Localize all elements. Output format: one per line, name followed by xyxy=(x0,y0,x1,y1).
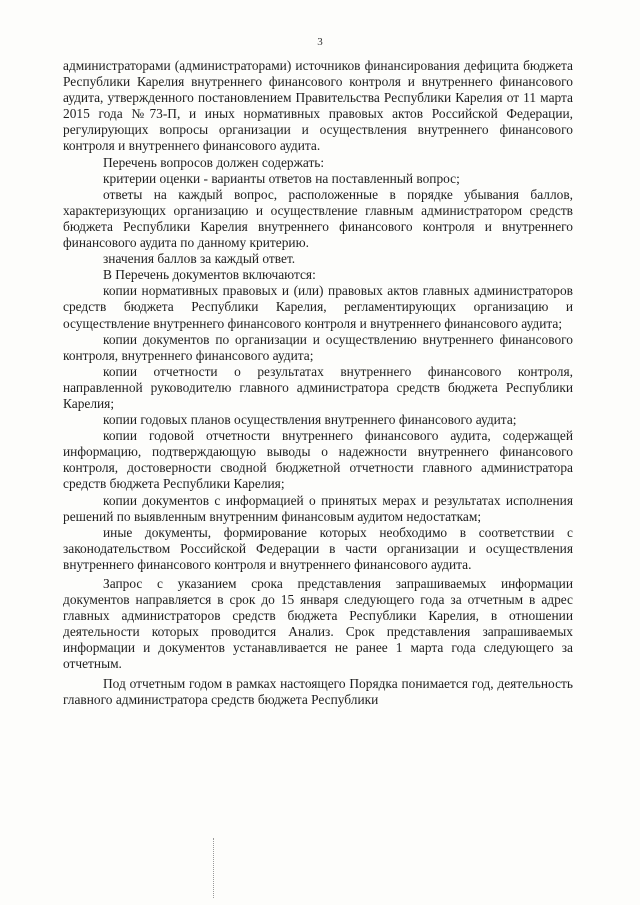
paragraph-criteria: критерии оценки - варианты ответов на поставленный вопрос; xyxy=(103,170,460,186)
document-body xyxy=(63,58,573,708)
list-item-control-reports: копии отчетности о результатах внутреннего финансового контроля, направленной руководителю главного администратора средств бюджета Республики Карелия; xyxy=(63,363,573,411)
list-item-organization-documents: копии документов по организации и осуществлению внутреннего финансового контроля, внутреннего финансового аудита; xyxy=(63,331,573,363)
paragraph-request-deadline: Запрос с указанием срока представления запрашиваемых информации документов направляется в срок до 15 января следующего года за отчетным в адрес главных администраторов средств бюджета Республики Карелия, в отношении деятельности которых проводится Анализ. Срок представления запрашиваемых информации и документов устанавливается не ранее 1 марта года следующего за отчетным. xyxy=(63,576,573,672)
paragraph-score-values: значения баллов за каждый ответ. xyxy=(103,251,296,267)
paragraph-continuation: администраторами (администраторами) источников финансирования дефицита бюджета Республики Карелия внутреннего финансового контроля и внутреннего финансового аудита, утвержденного постановлением Правительства Республики Карелия от 11 марта 2015 года №73-П, и иных нормативных правовых актов Российской Федерации, регулирующих вопросы организации и осуществления внутреннего финансового контроля и внутреннего финансового аудита. xyxy=(63,58,573,154)
list-item-other-documents: иные документы, формирование которых необходимо в соответствии с законодательством Российской Федерации в части организации и осуществления внутреннего финансового контроля и внутреннего финансового аудита. xyxy=(63,524,573,572)
list-item-normative-acts: копии нормативных правовых и (или) правовых актов главных администраторов средств бюджета Республики Карелия, регламентирующих организацию и осуществление внутреннего финансового контроля и внутреннего финансового аудита; xyxy=(63,283,573,331)
list-item-measures-documents: копии документов с информацией о принятых мерах и результатах исполнения решений по выявленным внутренним финансовым аудитом недостаткам; xyxy=(63,492,573,524)
list-item-annual-audit-reports: копии годовой отчетности внутреннего финансового аудита, содержащей информацию, подтверждающую выводы о надежности внутреннего финансового контроля, достоверности сводной бюджетной отчетности главного администратора средств бюджета Республики Карелия; xyxy=(63,428,573,492)
paragraph-reporting-year: Под отчетным годом в рамках настоящего Порядка понимается год, деятельность главного администратора средств бюджета Республики xyxy=(63,675,573,707)
list-item-annual-audit-plans: копии годовых планов осуществления внутреннего финансового аудита; xyxy=(103,412,517,428)
scan-fold-mark xyxy=(213,838,214,898)
paragraph-answers: ответы на каждый вопрос, расположенные в порядке убывания баллов, характеризующих организацию и осуществление главным администратором средств бюджета Республики Карелия внутреннего финансового контроля и внутреннего финансового аудита по данному критерию. xyxy=(63,186,573,251)
paragraph-document-list-intro: В Перечень документов включаются: xyxy=(103,267,316,283)
paragraph-question-list-intro: Перечень вопросов должен содержать: xyxy=(103,154,325,170)
page-number: 3 xyxy=(317,36,323,48)
